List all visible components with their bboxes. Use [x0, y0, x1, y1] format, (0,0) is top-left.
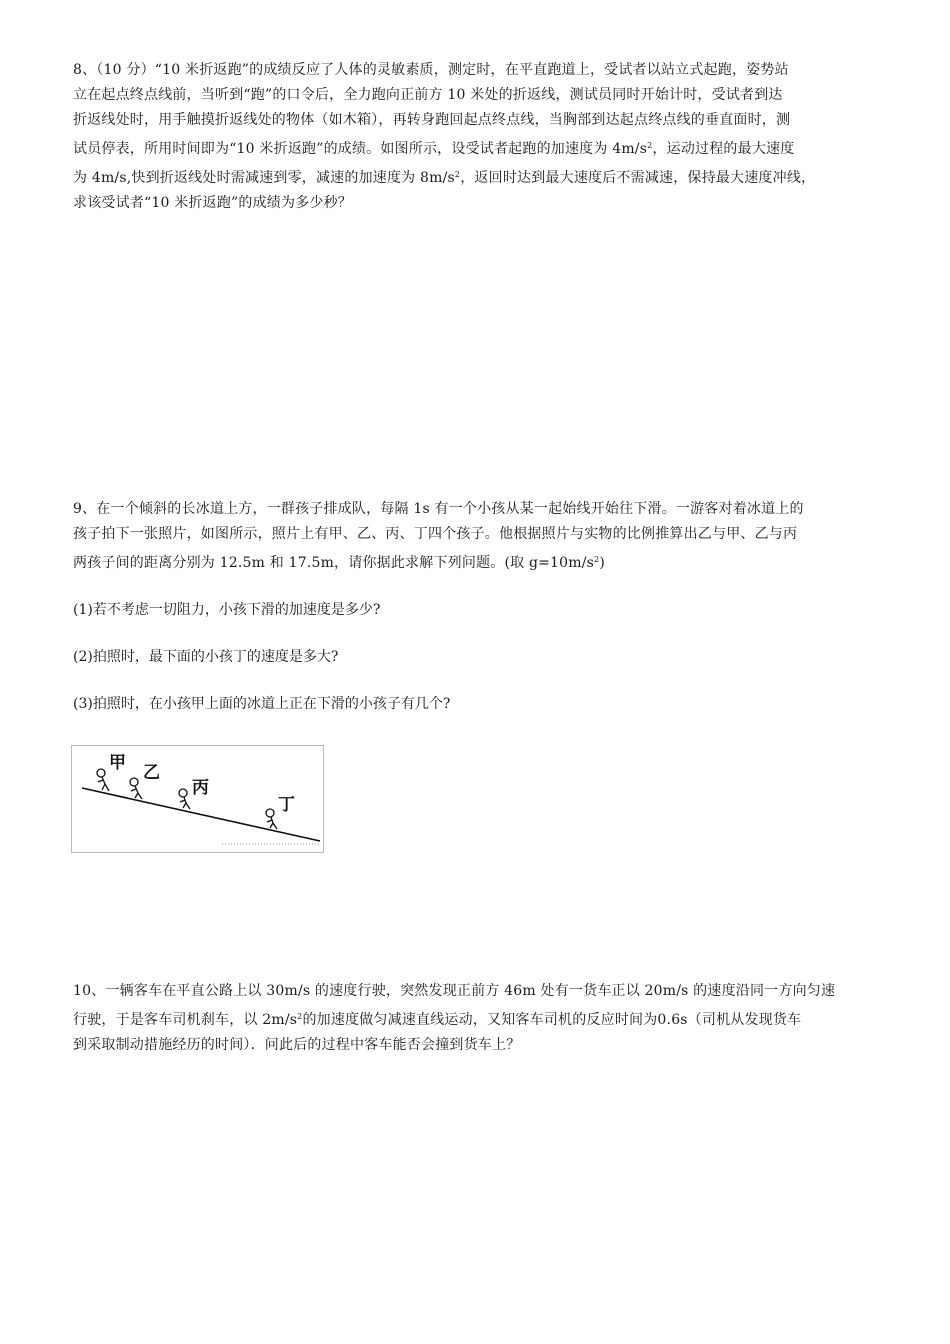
q10-l2-end: 的加速度做匀减速直线运动，又知客车司机的反应时间为0.6s（司机从发现货车	[302, 1012, 802, 1028]
q9-l3-text: 两孩子间的距离分别为 12.5m 和 17.5m，请你据此求解下列问题。(取 g=10m/s	[73, 555, 595, 571]
ice-slide-figure	[71, 745, 324, 853]
question-10-line-2	[73, 1004, 885, 1033]
question-10-line-3: 到采取制动措施经历的时间）．问此后的过程中客车能否会撞到货车上？	[73, 1037, 521, 1053]
child-yi-label: 乙	[143, 763, 160, 783]
child-ding-label: 丁	[278, 795, 295, 815]
q8-l4-superscript: 2	[647, 141, 653, 150]
question-8-line-1: 8、（10 分）“10 米折返跑”的成绩反应了人体的灵敏素质，测定时，在平直跑道上，受试者以站立式起跑，姿势站	[73, 62, 789, 78]
q8-l5-end: ，返回时达到最大速度后不需减速，保持最大速度冲线，	[460, 170, 816, 186]
question-9-part-1: (1)若不考虑一切阻力，小孩下滑的加速度是多少?	[73, 602, 381, 618]
child-bing-label: 丙	[192, 778, 209, 798]
question-8-line-4	[73, 133, 885, 162]
question-10	[73, 979, 885, 1058]
q8-l4-text: 试员停表，所用时间即为“10 米折返跑”的成绩。如图所示，设受试者起跑的加速度为 4m/s	[73, 141, 648, 157]
question-9-line-3	[73, 547, 885, 576]
q10-l2-text: 行驶，于是客车司机刹车，以 2m/s	[73, 1012, 298, 1028]
ice-slide-diagram	[72, 746, 323, 852]
q9-l3-end: )	[599, 555, 606, 571]
q8-l5-superscript: 2	[454, 170, 461, 179]
question-8-line-5	[73, 162, 885, 191]
q8-l5-text: 为 4m/s,快到折返线处时需减速到零，减速的加速度为 8m/s	[73, 170, 455, 186]
question-9-line-1: 9、在一个倾斜的长冰道上方，一群孩子排成队，每隔 1s 有一个小孩从某一起始线开始往下滑。一游客对着冰道上的	[73, 501, 804, 517]
question-8-line-6: 求该受试者“10 米折返跑”的成绩为多少秒？	[73, 195, 352, 211]
question-8	[73, 58, 885, 216]
question-9-part-3: (3)拍照时，在小孩甲上面的冰道上正在下滑的小孩子有几个?	[73, 696, 451, 712]
child-jia-icon	[97, 769, 109, 791]
child-yi-icon	[130, 778, 142, 799]
child-bing-icon	[179, 789, 190, 809]
q9-l3-superscript: 2	[594, 555, 600, 564]
question-9	[73, 497, 885, 576]
question-8-line-2: 立在起点终点线前，当听到“跑”的口令后，全力跑向正前方 10 米处的折返线，测试员同时开始计时，受试者到达	[73, 87, 783, 103]
child-jia-label: 甲	[109, 753, 126, 773]
q10-l2-superscript: 2	[297, 1012, 303, 1021]
question-8-line-3: 折返线处时，用手触摸折返线处的物体（如木箱），再转身跑回起点终点线，当胸部到达起点终点线的垂直面时，测	[73, 112, 791, 128]
question-9-line-2: 孩子拍下一张照片，如图所示，照片上有甲、乙、丙、丁四个孩子。他根据照片与实物的比例推算出乙与甲、乙与丙	[73, 526, 798, 542]
question-10-line-1: 10、一辆客车在平直公路上以 30m/s 的速度行驶，突然发现正前方 46m 处有一货车正以 20m/s 的速度沿同一方向匀速	[73, 983, 836, 999]
q8-l4-end: ，运动过程的最大速度	[652, 141, 795, 157]
question-9-part-2: (2)拍照时，最下面的小孩丁的速度是多大?	[73, 649, 339, 665]
child-ding-icon	[266, 809, 277, 829]
